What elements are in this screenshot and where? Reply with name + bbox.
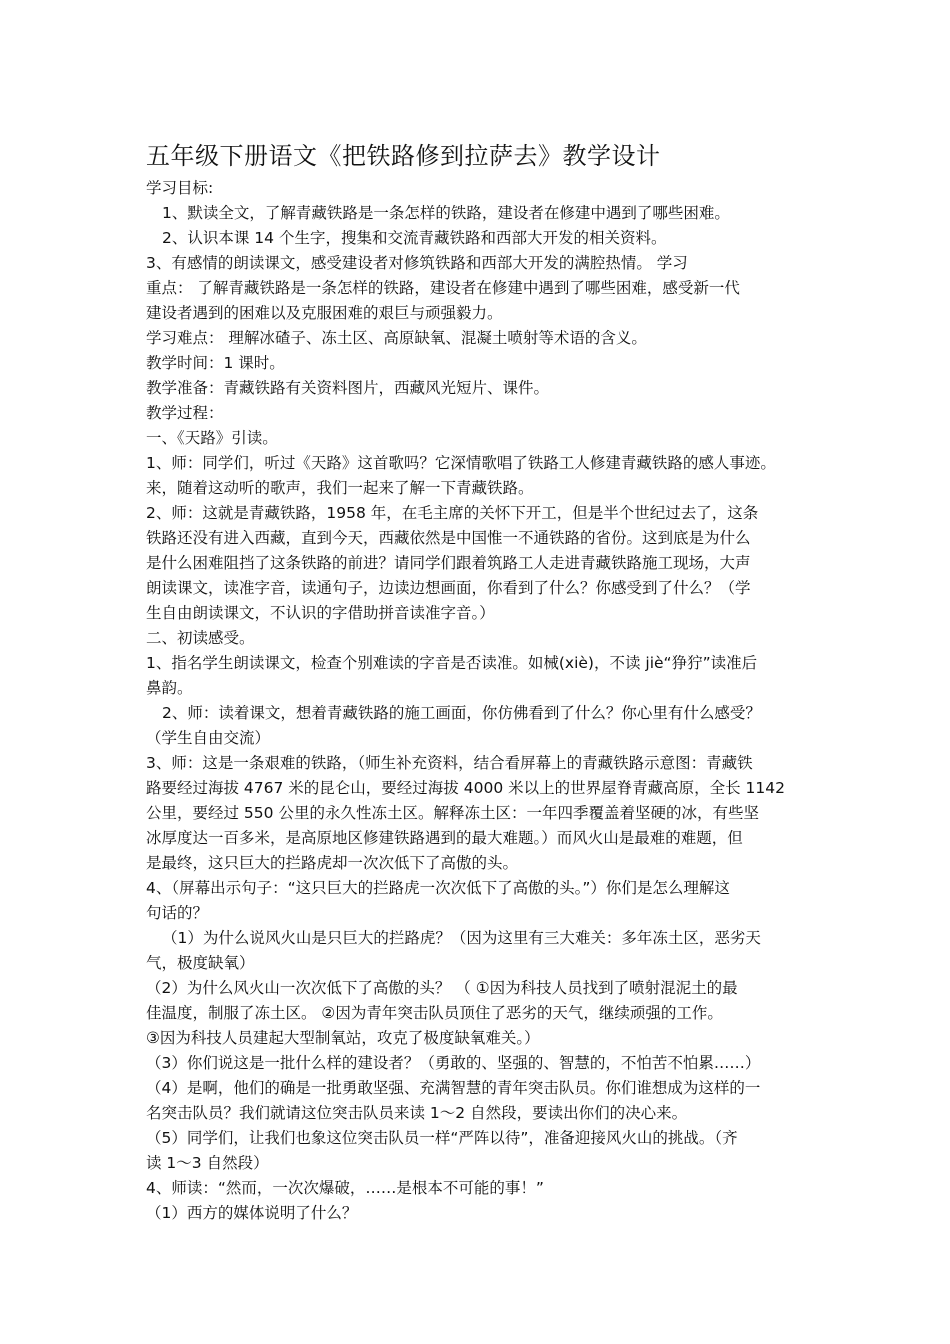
- text-line: 路要经过海拔 4767 米的昆仑山，要经过海拔 4000 米以上的世界屋脊青藏高原，全长 1142: [146, 779, 785, 797]
- text-line: 1、默读全文，了解青藏铁路是一条怎样的铁路，建设者在修建中遇到了哪些困难。: [162, 204, 730, 222]
- text-line: （4）是啊，他们的确是一批勇敢坚强、充满智慧的青年突击队员。你们谁想成为这样的一: [146, 1079, 761, 1097]
- text-line: 2、认识本课 14 个生字，搜集和交流青藏铁路和西部大开发的相关资料。: [162, 229, 667, 247]
- text-line: （1）西方的媒体说明了什么？: [146, 1204, 358, 1222]
- text-line: 名突击队员？我们就请这位突击队员来读 1～2 自然段，要读出你们的决心来。: [146, 1104, 688, 1122]
- section-heading: 一、《天路》引读。: [146, 429, 278, 447]
- text-line: 4、师读：“然而，一次次爆破，……是根本不可能的事！”: [146, 1179, 544, 1197]
- text-line: 是什么困难阻挡了这条铁路的前进？请同学们跟着筑路工人走进青藏铁路施工现场，大声: [146, 554, 751, 572]
- document-title: 五年级下册语文《把铁路修到拉萨去》教学设计: [146, 142, 661, 170]
- text-line: 4、（屏幕出示句子：“这只巨大的拦路虎一次次低下了高傲的头。”）你们是怎么理解这: [146, 879, 730, 897]
- text-line: 生自由朗读课文，不认识的字借助拼音读准字音。）: [146, 604, 495, 622]
- text-line: 建设者遇到的困难以及克服困难的艰巨与顽强毅力。: [146, 304, 503, 322]
- text-line: ③因为科技人员建起大型制氧站，攻克了极度缺氧难关。）: [146, 1029, 540, 1047]
- text-line: 教学准备：青藏铁路有关资料图片，西藏风光短片、课件。: [146, 379, 550, 397]
- text-line: （2）为什么风火山一次次低下了高傲的头？ （ ①因为科技人员找到了喷射混泥土的最: [146, 979, 738, 997]
- text-line: 学习难点： 理解冰碴子、冻土区、高原缺氧、混凝土喷射等术语的含义。: [146, 329, 647, 347]
- text-line: 1、师：同学们，听过《天路》这首歌吗？它深情歌唱了铁路工人修建青藏铁路的感人事迹。: [146, 454, 776, 472]
- text-line: 气，极度缺氧）: [146, 954, 255, 972]
- text-line: 2、师：读着课文，想着青藏铁路的施工画面，你仿佛看到了什么？你心里有什么感受？: [162, 704, 761, 722]
- text-line: （3）你们说这是一批什么样的建设者？（勇敢的、坚强的、智慧的，不怕苦不怕累……）: [146, 1054, 761, 1072]
- text-line: 2、师：这就是青藏铁路，1958 年，在毛主席的关怀下开工，但是半个世纪过去了，这条: [146, 504, 759, 522]
- text-line: 铁路还没有进入西藏，直到今天，西藏依然是中国惟一不通铁路的省份。这到底是为什么: [146, 529, 751, 547]
- text-line: （学生自由交流）: [146, 729, 271, 747]
- text-line: 3、有感情的朗读课文，感受建设者对修筑铁路和西部大开发的满腔热情。 学习: [146, 254, 688, 272]
- text-line: 佳温度，制服了冻土区。 ②因为青年突击队员顶住了恶劣的天气，继续顽强的工作。: [146, 1004, 723, 1022]
- text-line: 来，随着这动听的歌声，我们一起来了解一下青藏铁路。: [146, 479, 534, 497]
- text-line: 句话的？: [146, 904, 209, 922]
- section-heading: 教学过程：: [146, 404, 224, 422]
- text-line: （5）同学们，让我们也象这位突击队员一样“严阵以待”，准备迎接风火山的挑战。（齐: [146, 1129, 738, 1147]
- section-heading: 二、初读感受。: [146, 629, 255, 647]
- text-line: 教学时间：1 课时。: [146, 354, 285, 372]
- text-line: 读 1～3 自然段）: [146, 1154, 269, 1172]
- text-line: 朗读课文，读准字音，读通句子，边读边想画面，你看到了什么？你感受到了什么？（学: [146, 579, 751, 597]
- text-line: 公里，要经过 550 公里的永久性冻土区。解释冻土区：一年四季覆盖着坚硬的冰，有些坚: [146, 804, 759, 822]
- text-line: 1、指名学生朗读课文，检查个别难读的字音是否读准。如械(xiè)，不读 jiè“狰狞”读准后: [146, 654, 758, 672]
- text-line: 3、师：这是一条艰难的铁路，（师生补充资料，结合看屏幕上的青藏铁路示意图：青藏铁: [146, 754, 753, 772]
- text-line: （1）为什么说风火山是只巨大的拦路虎？（因为这里有三大难关：多年冻土区，恶劣天: [162, 929, 761, 947]
- text-line: 重点： 了解青藏铁路是一条怎样的铁路，建设者在修建中遇到了哪些困难，感受新一代: [146, 279, 740, 297]
- text-line: 冰厚度达一百多米，是高原地区修建铁路遇到的最大难题。）而风火山是最难的难题，但: [146, 829, 743, 847]
- text-line: 是最终，这只巨大的拦路虎却一次次低下了高傲的头。: [146, 854, 519, 872]
- section-heading: 学习目标:: [146, 179, 214, 197]
- text-line: 鼻韵。: [146, 679, 193, 697]
